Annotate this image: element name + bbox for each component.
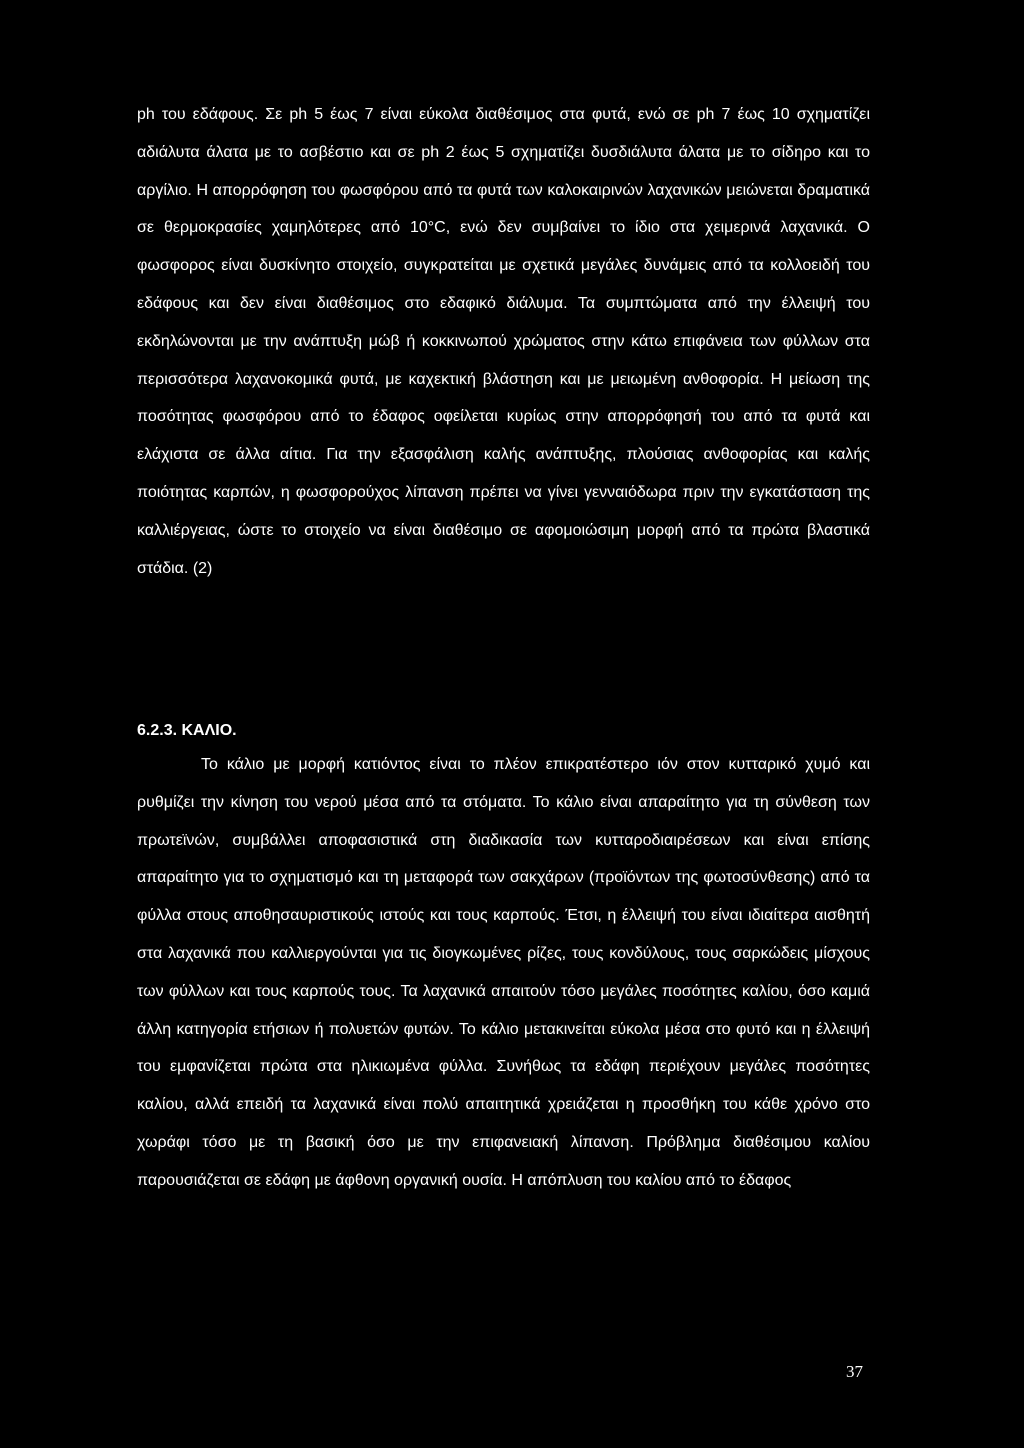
body-paragraph-potassium: Το κάλιο με μορφή κατιόντος είναι το πλέον επικρατέστερο ιόν στον κυτταρικό χυμό και ρυθμίζει την κίνηση του νερού μέσα από τα στόματα. Το κάλιο είναι απαραίτητο για τη σύνθεση των πρωτεϊνών, συμβάλλει αποφασιστικά στη διαδικασία των κυτταροδιαιρέσεων και είναι επίσης απαραίτητο για το σχηματισμό και τη μεταφορά των σακχάρων (προϊόντων της φωτοσύνθεσης) από τα φύλλα στους αποθησαυριστικούς ιστούς και τους καρπούς. Έτσι, η έλλειψή του είναι ιδιαίτερα αισθητή στα λαχανικά που καλλιεργούνται για τις διογκωμένες ρίζες, τους κονδύλους, τους σαρκώδεις μίσχους των φύλλων και τους καρπούς τους. Τα λαχανικά απαιτούν τόσο μεγάλες ποσότητες καλίου, όσο καμιά άλλη κατηγορία ετήσιων ή πολυετών φυτών. Το κάλιο μετακινείται εύκολα μέσα στο φυτό και η έλλειψή του εμφανίζεται πρώτα στα ηλικιωμένα φύλλα. Συνήθως τα εδάφη περιέχουν μεγάλες ποσότητες καλίου, αλλά επειδή τα λαχανικά είναι πολύ απαιτητικά χρειάζεται η προσθήκη του κάθε χρόνο στο χωράφι τόσο με τη βασική όσο με την επιφανειακή λίπανση. Πρόβλημα διαθέσιμου καλίου παρουσιάζεται σε εδάφη με άφθονη οργανική ουσία. Η απόπλυση του καλίου από το έδαφος — [137, 756, 870, 1189]
section-heading-potassium: 6.2.3. ΚΑΛΙΟ. — [137, 722, 237, 739]
page-number: 37 — [846, 1362, 863, 1381]
body-paragraph-phosphorus: ph του εδάφους. Σε ph 5 έως 7 είναι εύκολα διαθέσιμος στα φυτά, ενώ σε ph 7 έως 10 σχηματίζει αδιάλυτα άλατα με το ασβέστιο και σε ph 2 έως 5 σχηματίζει δυσδιάλυτα άλατα με το σίδηρο και το αργίλιο. Η απορρόφηση του φωσφόρου από τα φυτά των καλοκαιρινών λαχανικών μειώνεται δραματικά σε θερμοκρασίες χαμηλότερες από 10°C, ενώ δεν συμβαίνει το ίδιο στα χειμερινά λαχανικά. Ο φωσφορος είναι δυσκίνητο στοιχείο, συγκρατείται με σχετικά μεγάλες δυνάμεις από τα κολλοειδή του εδάφους και δεν είναι διαθέσιμος στο εδαφικό διάλυμα. Τα συμπτώματα από την έλλειψή του εκδηλώνονται με την ανάπτυξη μώβ ή κοκκινωπού χρώματος στην κάτω επιφάνεια των φύλλων στα περισσότερα λαχανοκομικά φυτά, με καχεκτική βλάστηση και με μειωμένη ανθοφορία. Η μείωση της ποσότητας φωσφόρου από το έδαφος οφείλεται κυρίως στην απορρόφησή του από τα φυτά και ελάχιστα σε άλλα αίτια. Για την εξασφάλιση καλής ανάπτυξης, πλούσιας ανθοφορίας και καλής ποιότητας καρπών, η φωσφορούχος λίπανση πρέπει να γίνει γενναιόδωρα πριν την εγκατάσταση της καλλιέργειας, ώστε το στοιχείο να είναι διαθέσιμο σε αφομοιώσιμη μορφή από τα πρώτα βλαστικά στάδια. (2) — [137, 106, 870, 577]
